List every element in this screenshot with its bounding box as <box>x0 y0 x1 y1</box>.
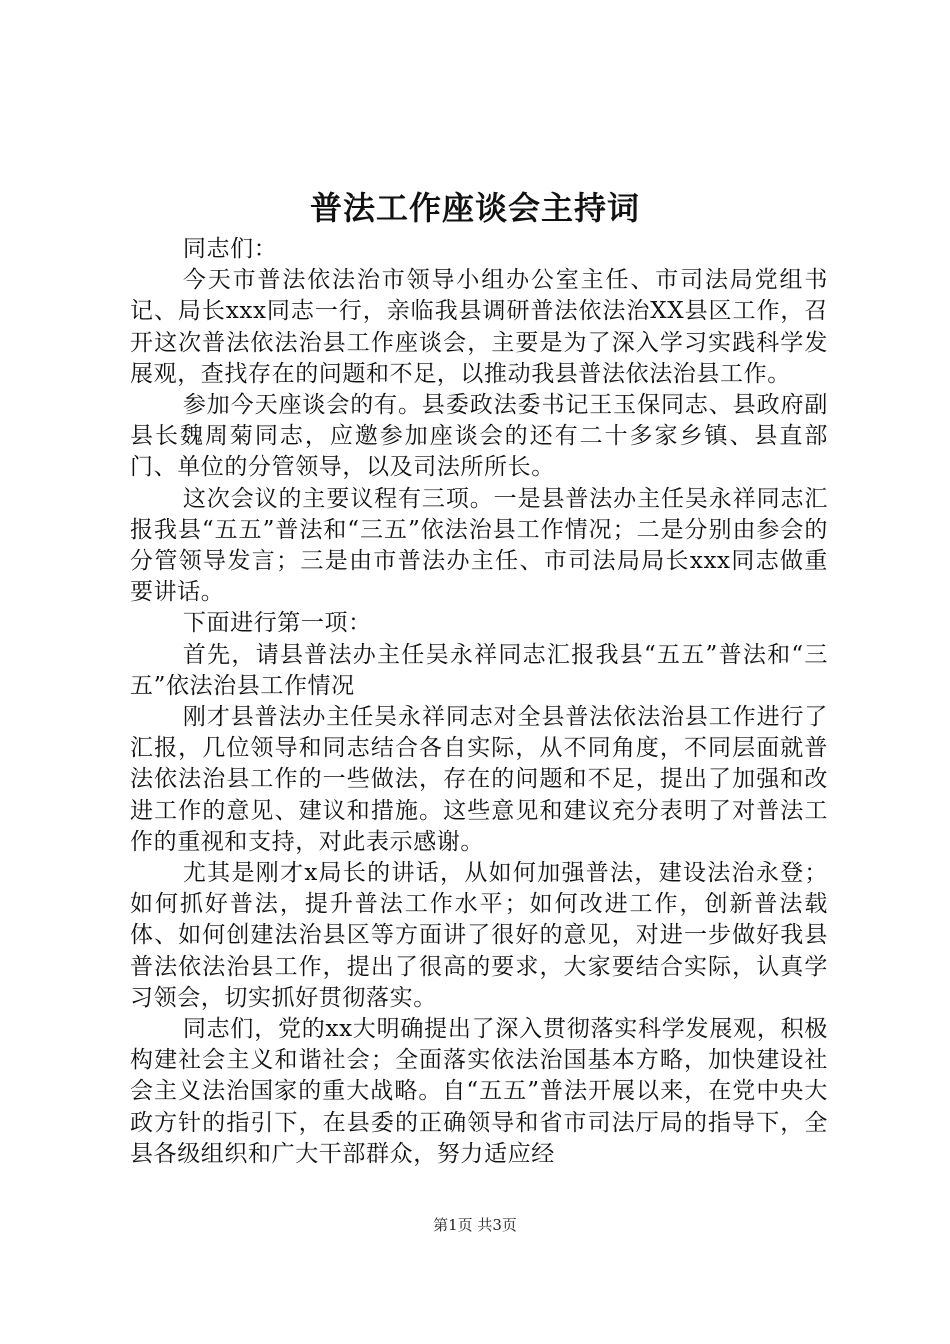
paragraph: 刚才县普法办主任吴永祥同志对全县普法依法治县工作进行了汇报，几位领导和同志结合各自实际，从不同角度，不同层面就普法依法治县工作的一些做法，存在的问题和不足，提出了加强和改进工作的意见、建议和措施。这些意见和建议充分表明了对普法工作的重视和支持，对此表示感谢。 <box>130 704 828 855</box>
paragraph: 同志们，党的xx大明确提出了深入贯彻落实科学发展观，积极构建社会主义和谐社会；全面落实依法治国基本方略，加快建设社会主义法治国家的重大战略。自“五五”普法开展以来，在党中央大政方针的指引下，在县委的正确领导和省市司法厅局的指导下，全县各级组织和广大干部群众，努力适应经 <box>130 1016 828 1167</box>
paragraph: 下面进行第一项： <box>182 610 372 637</box>
paragraph: 首先，请县普法办主任吴永祥同志汇报我县“五五”普法和“三五”依法治县工作情况 <box>130 641 828 699</box>
document-body <box>130 234 828 1170</box>
document-title: 普法工作座谈会主持词 <box>309 189 640 227</box>
paragraph: 尤其是刚才x局长的讲话，从如何加强普法，建设法治永登；如何抓好普法，提升普法工作水平；如何改进工作，创新普法载体、如何创建法治县区等方面讲了很好的意见，对进一步做好我县普法依法治县工作，提出了很高的要求，大家要结合实际，认真学习领会，切实抓好贯彻落实。 <box>130 860 828 1011</box>
paragraph: 参加今天座谈会的有。县委政法委书记王玉保同志、县政府副县长魏周菊同志，应邀参加座谈会的还有二十多家乡镇、县直部门、单位的分管领导，以及司法所所长。 <box>130 392 828 481</box>
paragraph: 这次会议的主要议程有三项。一是县普法办主任吴永祥同志汇报我县“五五”普法和“三五”依法治县工作情况；二是分别由参会的分管领导发言；三是由市普法办主任、市司法局局长xxx同志做重要讲话。 <box>130 485 828 606</box>
paragraph: 今天市普法依法治市领导小组办公室主任、市司法局党组书记、局长xxx同志一行，亲临我县调研普法依法治XX县区工作，召开这次普法依法治县工作座谈会，主要是为了深入学习实践科学发展观，查找存在的问题和不足，以推动我县普法依法治县工作。 <box>130 267 828 387</box>
paragraph-salutation: 同志们： <box>182 236 278 262</box>
page-number-footer: 第1页 共3页 <box>433 1216 517 1234</box>
